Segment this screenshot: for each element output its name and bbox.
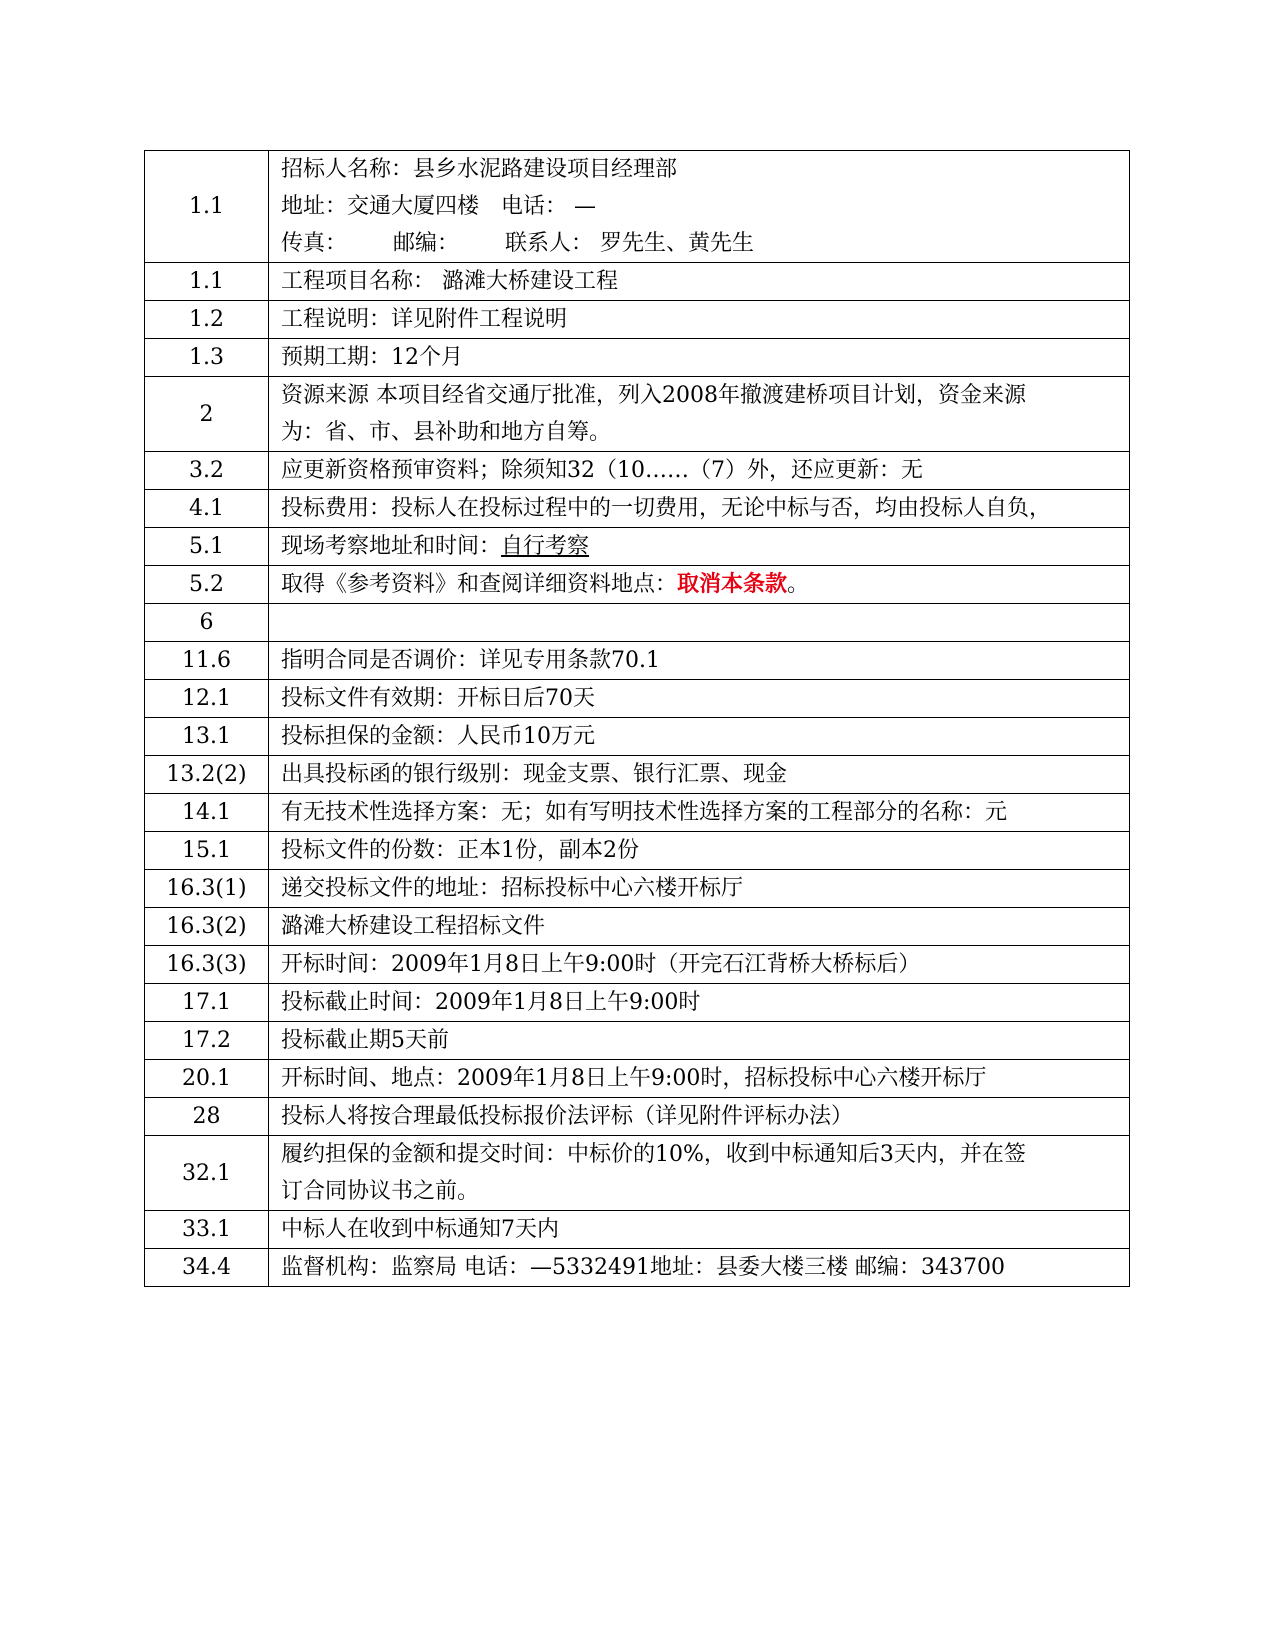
clause-content: 工程项目名称： 潞滩大桥建设工程 — [269, 263, 1130, 301]
clause-content: 投标费用：投标人在投标过程中的一切费用，无论中标与否，均由投标人自负， — [269, 490, 1130, 528]
clause-content: 投标文件的份数：正本1份，副本2份 — [269, 832, 1130, 870]
clause-number: 16.3(3) — [145, 946, 269, 984]
clause-content: 投标人将按合理最低投标报价法评标（详见附件评标办法） — [269, 1098, 1130, 1136]
clause-content: 出具投标函的银行级别：现金支票、银行汇票、现金 — [269, 756, 1130, 794]
site-visit-value: 自行考察 — [501, 534, 590, 559]
clause-content: 开标时间：2009年1月8日上午9:00时（开完石江背桥大桥标后） — [269, 946, 1130, 984]
table-row — [145, 566, 1130, 604]
clause-content: 监督机构：监察局 电话：—5332491地址：县委大楼三楼 邮编：343700 — [269, 1249, 1130, 1287]
clause-number: 17.2 — [145, 1022, 269, 1060]
clause-content: 递交投标文件的地址：招标投标中心六楼开标厅 — [269, 870, 1130, 908]
table-row — [145, 832, 1130, 870]
clause-content: 潞滩大桥建设工程招标文件 — [269, 908, 1130, 946]
table-row — [145, 680, 1130, 718]
clause-number: 1.3 — [145, 339, 269, 377]
table-row — [145, 151, 1130, 263]
reference-label: 取得《参考资料》和查阅详细资料地点： — [281, 572, 678, 597]
clause-content: 投标文件有效期：开标日后70天 — [269, 680, 1130, 718]
table-row — [145, 263, 1130, 301]
reference-suffix: 。 — [787, 572, 810, 597]
cancelled-clause-highlight: 取消本条款 — [677, 571, 788, 597]
table-row — [145, 301, 1130, 339]
clause-number: 3.2 — [145, 452, 269, 490]
clause-content: 应更新资格预审资料；除须知32（10……（7）外，还应更新：无 — [269, 452, 1130, 490]
table-row — [145, 642, 1130, 680]
table-row — [145, 946, 1130, 984]
table-row — [145, 452, 1130, 490]
table-row — [145, 794, 1130, 832]
clause-content — [269, 566, 1130, 604]
clause-content: 投标截止时间：2009年1月8日上午9:00时 — [269, 984, 1130, 1022]
funding-line-1: 资源来源 本项目经省交通厅批准，列入2008年撤渡建桥项目计划，资金来源 — [281, 383, 1026, 408]
clause-number: 2 — [145, 377, 269, 452]
table-row — [145, 1060, 1130, 1098]
document-page — [144, 150, 1129, 1287]
clause-number: 13.2(2) — [145, 756, 269, 794]
clause-content — [269, 528, 1130, 566]
clause-number: 17.1 — [145, 984, 269, 1022]
contact-text: 联系人： 罗先生、黄先生 — [505, 231, 755, 256]
clause-number: 6 — [145, 604, 269, 642]
clause-number: 1.1 — [145, 263, 269, 301]
clause-number: 20.1 — [145, 1060, 269, 1098]
clause-content — [269, 1136, 1130, 1211]
table-row — [145, 1211, 1130, 1249]
zip-text: 邮编： — [393, 231, 460, 256]
table-row — [145, 1098, 1130, 1136]
performance-bond-line-2: 订合同协议书之前。 — [281, 1179, 480, 1204]
clause-number: 32.1 — [145, 1136, 269, 1211]
clause-number: 16.3(1) — [145, 870, 269, 908]
fax-text: 传真： — [281, 231, 348, 256]
table-row — [145, 528, 1130, 566]
clause-number: 1.1 — [145, 151, 269, 263]
table-row — [145, 1136, 1130, 1211]
table-row — [145, 984, 1130, 1022]
clause-content: 预期工期：12个月 — [269, 339, 1130, 377]
funding-line-2: 为：省、市、县补助和地方自筹。 — [281, 420, 612, 445]
clause-content: 投标担保的金额：人民币10万元 — [269, 718, 1130, 756]
clause-number: 1.2 — [145, 301, 269, 339]
clause-number: 11.6 — [145, 642, 269, 680]
clause-content: 中标人在收到中标通知7天内 — [269, 1211, 1130, 1249]
performance-bond-line-1: 履约担保的金额和提交时间：中标价的10%，收到中标通知后3天内，并在签 — [281, 1142, 1026, 1167]
clause-content: 指明合同是否调价：详见专用条款70.1 — [269, 642, 1130, 680]
clause-number: 13.1 — [145, 718, 269, 756]
tenderer-contact-line — [281, 225, 1117, 262]
clause-content — [269, 604, 1130, 642]
table-row — [145, 756, 1130, 794]
table-row — [145, 1249, 1130, 1287]
table-row — [145, 339, 1130, 377]
site-visit-label: 现场考察地址和时间： — [281, 534, 502, 559]
clause-content: 投标截止期5天前 — [269, 1022, 1130, 1060]
table-row — [145, 718, 1130, 756]
clause-number: 5.2 — [145, 566, 269, 604]
clause-content — [269, 377, 1130, 452]
clause-number: 14.1 — [145, 794, 269, 832]
table-row — [145, 870, 1130, 908]
clause-number: 28 — [145, 1098, 269, 1136]
address-text: 地址：交通大厦四楼 — [281, 194, 480, 219]
clause-content: 有无技术性选择方案：无；如有写明技术性选择方案的工程部分的名称：元 — [269, 794, 1130, 832]
table-row — [145, 604, 1130, 642]
clause-number: 34.4 — [145, 1249, 269, 1287]
phone-text: 电话： — — [501, 194, 597, 219]
clause-content: 开标时间、地点：2009年1月8日上午9:00时，招标投标中心六楼开标厅 — [269, 1060, 1130, 1098]
clause-content — [269, 151, 1130, 263]
bid-data-table — [144, 150, 1130, 1287]
table-row — [145, 908, 1130, 946]
clause-number: 12.1 — [145, 680, 269, 718]
clause-number: 15.1 — [145, 832, 269, 870]
clause-number: 16.3(2) — [145, 908, 269, 946]
table-row — [145, 490, 1130, 528]
clause-number: 4.1 — [145, 490, 269, 528]
table-row — [145, 1022, 1130, 1060]
clause-number: 33.1 — [145, 1211, 269, 1249]
clause-content: 工程说明：详见附件工程说明 — [269, 301, 1130, 339]
tenderer-name: 招标人名称：县乡水泥路建设项目经理部 — [281, 157, 678, 182]
table-row — [145, 377, 1130, 452]
clause-number: 5.1 — [145, 528, 269, 566]
tenderer-address-line — [281, 188, 1117, 225]
